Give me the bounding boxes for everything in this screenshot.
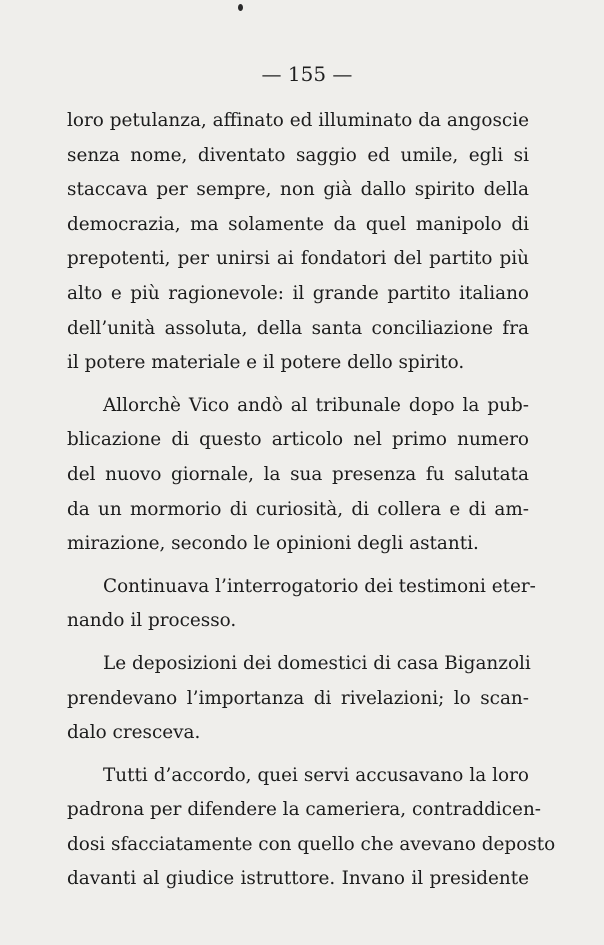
- text-line: nando il processo.: [67, 610, 237, 632]
- page-number: — 155 —: [261, 62, 353, 86]
- text-line: Allorchè Vico andò al tribunale dopo la pub-: [103, 394, 529, 416]
- paragraph: [67, 389, 529, 562]
- text-line: staccava per sempre, non già dallo spirito della: [67, 179, 529, 201]
- paragraph: [67, 759, 556, 897]
- text-line: Tutti d’accordo, quei servi accusavano la loro: [103, 764, 529, 786]
- text-line: blicazione di questo articolo nel primo numero: [67, 429, 529, 451]
- text-line: Continuava l’interrogatorio dei testimoni eter-: [103, 575, 536, 597]
- text-line: da un mormorio di curiosità, di collera e di am-: [67, 498, 529, 520]
- text-line: davanti al giudice istruttore. Invano il presidente: [67, 868, 529, 890]
- text-line: Le deposizioni dei domestici di casa Biganzoli: [103, 652, 531, 674]
- text-line: prendevano l’importanza di rivelazioni; lo scan-: [67, 687, 529, 709]
- text-line: alto e più ragionevole: il grande partito italiano: [67, 282, 529, 304]
- text-line: senza nome, diventato saggio ed umile, egli si: [67, 144, 529, 166]
- text-line: padrona per difendere la cameriera, contraddicen-: [67, 799, 541, 821]
- text-line: prepotenti, per unirsi ai fondatori del partito più: [67, 248, 529, 270]
- ink-speck: [238, 4, 243, 11]
- text-line: dalo cresceva.: [67, 722, 201, 744]
- text-line: loro petulanza, affinato ed illuminato da angoscie: [67, 110, 529, 131]
- paragraph: [67, 570, 536, 639]
- text-line: dell’unità assoluta, della santa conciliazione fra: [67, 317, 529, 339]
- text-line: democrazia, ma solamente da quel manipolo di: [67, 213, 529, 235]
- paragraph: [67, 104, 529, 381]
- body-text: [67, 104, 556, 897]
- paragraph: [67, 647, 529, 751]
- text-line: dosi sfacciatamente con quello che avevano deposto: [67, 833, 556, 855]
- text-line: del nuovo giornale, la sua presenza fu salutata: [67, 463, 529, 485]
- text-line: mirazione, secondo le opinioni degli astanti.: [67, 533, 479, 555]
- text-line: il potere materiale e il potere dello spirito.: [67, 352, 465, 374]
